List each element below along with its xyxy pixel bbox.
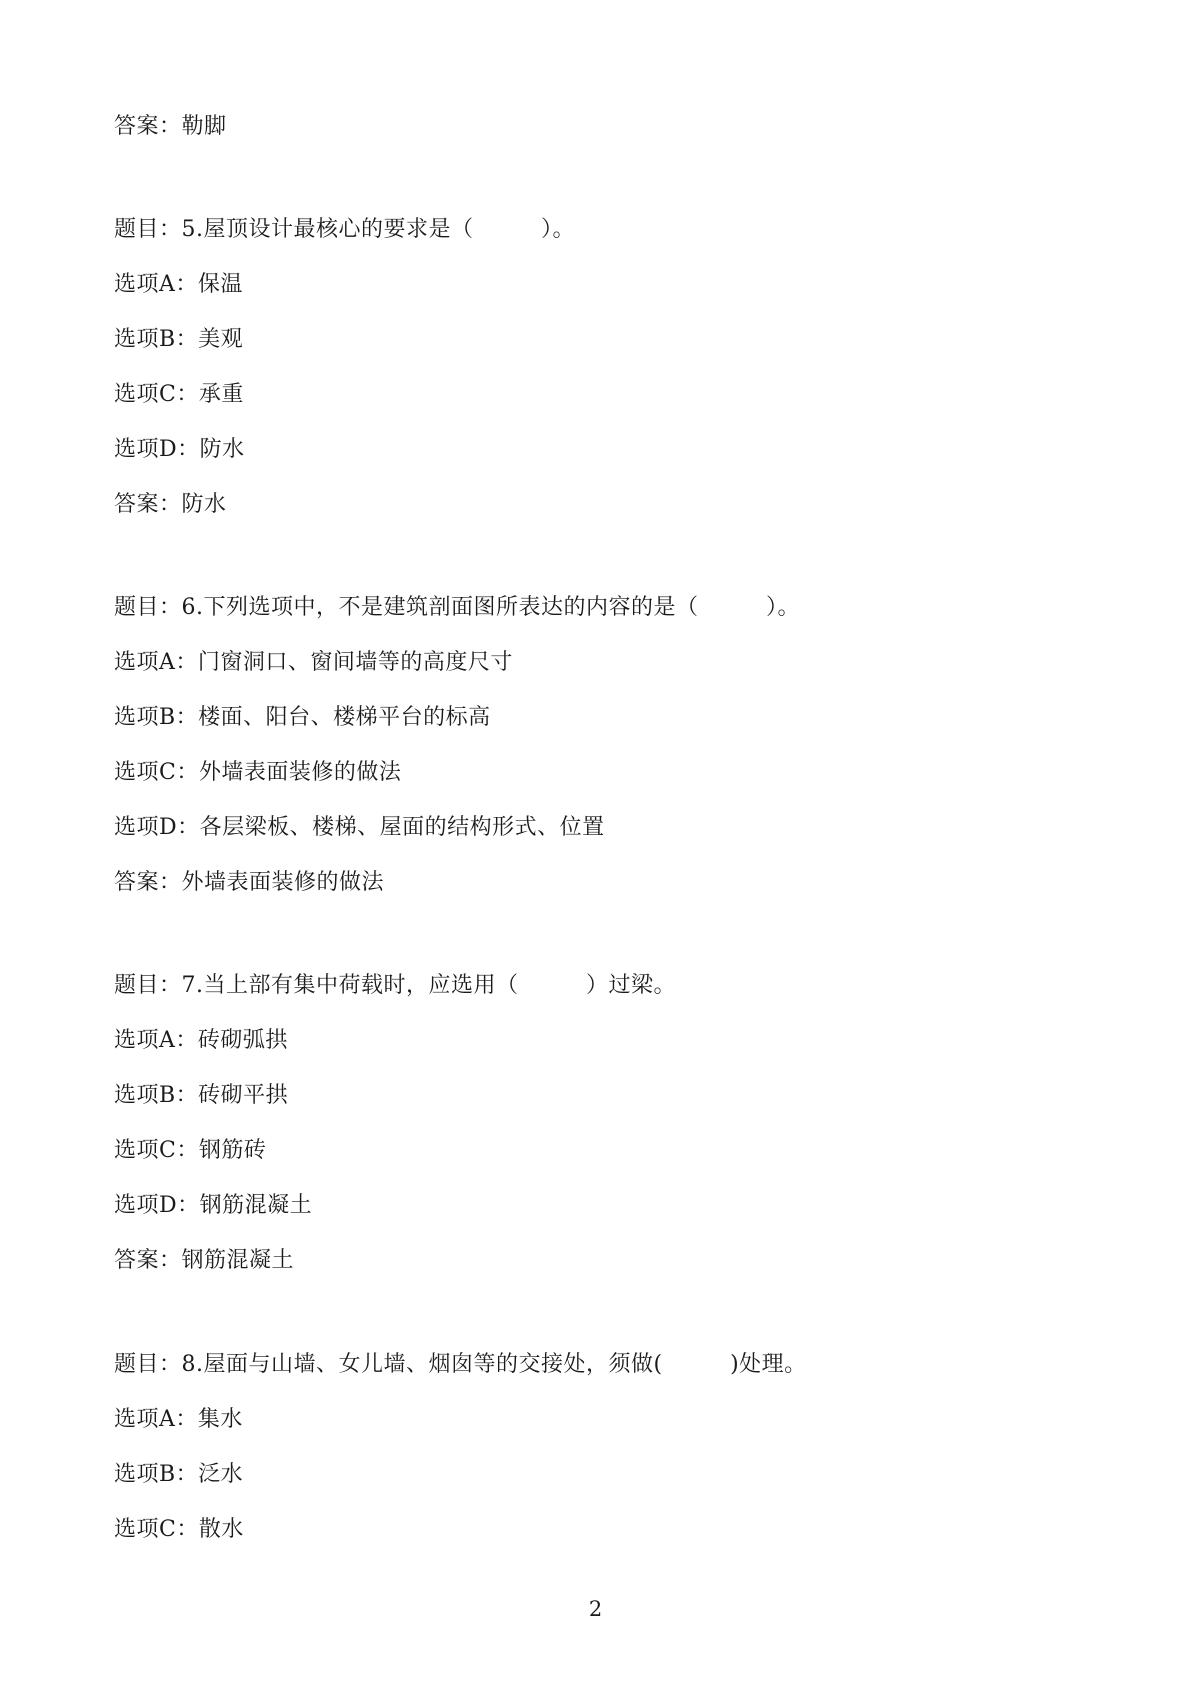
question-7: 题目：7.当上部有集中荷载时，应选用（ ）过梁。: [114, 973, 676, 998]
answer-q4: 答案：勒脚: [114, 114, 227, 139]
question-8: 题目：8.屋面与山墙、女儿墙、烟囱等的交接处，须做( )处理。: [114, 1352, 807, 1377]
q8-option-a: 选项A：集水: [114, 1407, 243, 1432]
q5-option-a: 选项A：保温: [114, 272, 243, 297]
q7-option-c: 选项C：钢筋砖: [114, 1138, 267, 1163]
q5-option-c: 选项C：承重: [114, 382, 244, 407]
page-number: 2: [588, 1597, 603, 1621]
q6-option-b: 选项B：楼面、阳台、楼梯平台的标高: [114, 705, 491, 730]
answer-q5: 答案：防水: [114, 492, 227, 517]
answer-q6: 答案：外墙表面装修的做法: [114, 870, 385, 895]
q5-option-d: 选项D：防水: [114, 437, 245, 462]
q7-option-d: 选项D：钢筋混凝土: [114, 1193, 313, 1218]
q8-option-c: 选项C：散水: [114, 1517, 244, 1542]
question-5: 题目：5.屋顶设计最核心的要求是（ ）。: [114, 217, 575, 242]
q7-option-a: 选项A：砖砌弧拱: [114, 1028, 288, 1053]
q8-option-b: 选项B：泛水: [114, 1462, 244, 1487]
q6-option-d: 选项D：各层梁板、楼梯、屋面的结构形式、位置: [114, 815, 605, 840]
q6-option-c: 选项C：外墙表面装修的做法: [114, 760, 402, 785]
q6-option-a: 选项A：门窗洞口、窗间墙等的高度尺寸: [114, 650, 513, 675]
q7-option-b: 选项B：砖砌平拱: [114, 1083, 289, 1108]
question-6: 题目：6.下列选项中，不是建筑剖面图所表达的内容的是（ ）。: [114, 595, 800, 620]
answer-q7: 答案：钢筋混凝土: [114, 1248, 295, 1273]
q5-option-b: 选项B：美观: [114, 327, 244, 352]
